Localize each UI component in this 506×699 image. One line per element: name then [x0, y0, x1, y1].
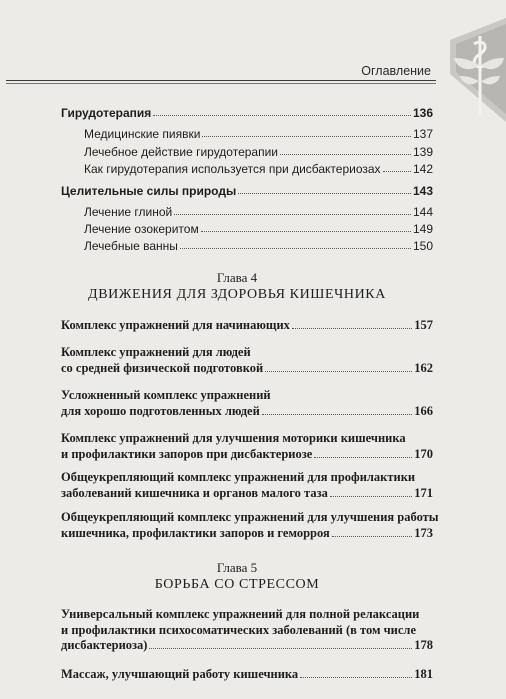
toc-entry[interactable]: со средней физической подготовкой 162 — [61, 361, 433, 375]
toc-subentry[interactable]: Как гирудотерапия используется при дисбактериозах 142 — [84, 162, 433, 176]
toc-subentry[interactable]: Лечение озокеритом 149 — [84, 222, 433, 236]
toc-subentry[interactable]: Медицинские пиявки 137 — [84, 127, 433, 141]
toc-entry[interactable]: для хорошо подготовленных людей 166 — [61, 404, 433, 418]
toc-entry[interactable]: Комплекс упражнений для начинающих 157 — [61, 318, 433, 332]
toc-entry[interactable]: Массаж, улучшающий работу кишечника 181 — [61, 667, 433, 681]
toc-entry-line: Общеукрепляющий комплекс упражнений для улучшения работы — [61, 510, 439, 524]
toc-entry-line: Универсальный комплекс упражнений для полной релаксации — [61, 607, 420, 621]
toc-entry[interactable]: кишечника, профилактики запоров и геморроя 173 — [61, 526, 433, 540]
header-rule — [6, 80, 436, 81]
toc-section-hirudotherapy[interactable]: Гирудотерапия 136 — [61, 106, 433, 120]
toc-entry-line: Комплекс упражнений для людей — [61, 345, 251, 359]
toc-subentry[interactable]: Лечение глиной 144 — [84, 205, 433, 219]
toc-entry-line: Усложненный комплекс упражнений — [61, 388, 271, 402]
toc-entry-line: Общеукрепляющий комплекс упражнений для профилактики — [61, 470, 416, 484]
toc-entry-line: и профилактики психосоматических заболеваний (в том числе — [61, 623, 416, 637]
toc-entry[interactable]: дисбактериоза) 178 — [61, 638, 433, 652]
toc-subentry[interactable]: Лечебное действие гирудотерапии 139 — [84, 145, 433, 159]
toc-subentry[interactable]: Лечебные ванны 150 — [84, 239, 433, 253]
toc-entry[interactable]: и профилактики запоров при дисбактериозе 170 — [61, 447, 433, 461]
toc-entry[interactable]: заболеваний кишечника и органов малого таза 171 — [61, 486, 433, 500]
toc-entry-line: Комплекс упражнений для улучшения моторики кишечника — [61, 431, 406, 445]
chapter-title: ДВИЖЕНИЯ ДЛЯ ЗДОРОВЬЯ КИШЕЧНИКА — [88, 287, 386, 302]
chapter-label: Глава 5 — [216, 560, 258, 575]
running-header: Оглавление — [361, 64, 431, 78]
caduceus-logo-icon — [430, 14, 506, 124]
chapter-label: Глава 4 — [216, 270, 258, 285]
header-rule-thin — [6, 83, 436, 84]
toc-section-nature[interactable]: Целительные силы природы 143 — [61, 184, 433, 198]
chapter-title: БОРЬБА СО СТРЕССОМ — [154, 577, 320, 592]
